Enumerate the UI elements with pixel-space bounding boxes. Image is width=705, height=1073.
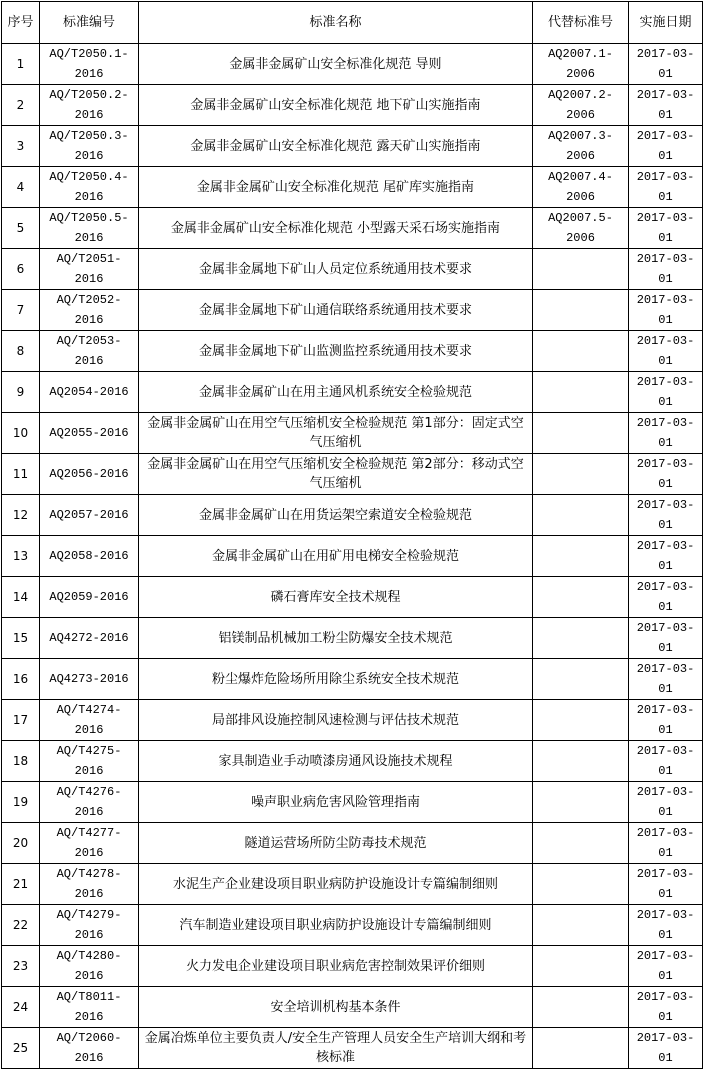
table-row — [2, 331, 703, 372]
standard-name: 铝镁制品机械加工粉尘防爆安全技术规范 — [139, 618, 533, 659]
header-row — [2, 2, 703, 44]
effective-date: 2017-03-01 — [629, 413, 703, 454]
standard-name: 局部排风设施控制风速检测与评估技术规范 — [139, 700, 533, 741]
row-number: 19 — [2, 782, 40, 823]
standard-name: 金属非金属地下矿山人员定位系统通用技术要求 — [139, 249, 533, 290]
table-row — [2, 85, 703, 126]
table-row — [2, 167, 703, 208]
replaced-standard — [533, 741, 629, 782]
standard-name: 金属非金属矿山在用空气压缩机安全检验规范 第2部分：移动式空气压缩机 — [139, 454, 533, 495]
effective-date: 2017-03-01 — [629, 44, 703, 85]
standard-name: 金属非金属矿山在用主通风机系统安全检验规范 — [139, 372, 533, 413]
header-no: 序号 — [2, 2, 40, 44]
row-number: 22 — [2, 905, 40, 946]
table-row — [2, 987, 703, 1028]
header-name: 标准名称 — [139, 2, 533, 44]
table-row — [2, 208, 703, 249]
effective-date: 2017-03-01 — [629, 331, 703, 372]
row-number: 12 — [2, 495, 40, 536]
standard-name: 金属非金属地下矿山监测监控系统通用技术要求 — [139, 331, 533, 372]
effective-date: 2017-03-01 — [629, 577, 703, 618]
standard-code: AQ/T4277-2016 — [40, 823, 139, 864]
replaced-standard — [533, 864, 629, 905]
standard-code: AQ2058-2016 — [40, 536, 139, 577]
table-row — [2, 700, 703, 741]
effective-date: 2017-03-01 — [629, 782, 703, 823]
standard-name: 金属非金属矿山安全标准化规范 露天矿山实施指南 — [139, 126, 533, 167]
replaced-standard — [533, 290, 629, 331]
standard-name: 金属非金属矿山安全标准化规范 小型露天采石场实施指南 — [139, 208, 533, 249]
replaced-standard: AQ2007.2-2006 — [533, 85, 629, 126]
row-number: 23 — [2, 946, 40, 987]
table-row — [2, 290, 703, 331]
standard-code: AQ2055-2016 — [40, 413, 139, 454]
replaced-standard — [533, 577, 629, 618]
row-number: 11 — [2, 454, 40, 495]
standard-name: 水泥生产企业建设项目职业病防护设施设计专篇编制细则 — [139, 864, 533, 905]
standard-name: 金属冶炼单位主要负责人/安全生产管理人员安全生产培训大纲和考核标准 — [139, 1028, 533, 1069]
row-number: 8 — [2, 331, 40, 372]
standard-code: AQ2054-2016 — [40, 372, 139, 413]
replaced-standard — [533, 905, 629, 946]
standard-name: 噪声职业病危害风险管理指南 — [139, 782, 533, 823]
table-row — [2, 372, 703, 413]
replaced-standard — [533, 618, 629, 659]
replaced-standard: AQ2007.5-2006 — [533, 208, 629, 249]
standard-code: AQ/T4279-2016 — [40, 905, 139, 946]
replaced-standard — [533, 495, 629, 536]
effective-date: 2017-03-01 — [629, 741, 703, 782]
effective-date: 2017-03-01 — [629, 700, 703, 741]
standard-code: AQ4273-2016 — [40, 659, 139, 700]
standard-code: AQ/T4275-2016 — [40, 741, 139, 782]
replaced-standard — [533, 700, 629, 741]
effective-date: 2017-03-01 — [629, 987, 703, 1028]
effective-date: 2017-03-01 — [629, 618, 703, 659]
effective-date: 2017-03-01 — [629, 864, 703, 905]
table-row — [2, 495, 703, 536]
table-row — [2, 413, 703, 454]
row-number: 5 — [2, 208, 40, 249]
table-row — [2, 618, 703, 659]
standard-code: AQ4272-2016 — [40, 618, 139, 659]
standards-table — [1, 1, 703, 1069]
row-number: 24 — [2, 987, 40, 1028]
standard-code: AQ2059-2016 — [40, 577, 139, 618]
effective-date: 2017-03-01 — [629, 905, 703, 946]
standard-code: AQ/T2050.5-2016 — [40, 208, 139, 249]
replaced-standard — [533, 413, 629, 454]
replaced-standard — [533, 987, 629, 1028]
table-row — [2, 659, 703, 700]
replaced-standard — [533, 946, 629, 987]
row-number: 16 — [2, 659, 40, 700]
replaced-standard: AQ2007.3-2006 — [533, 126, 629, 167]
effective-date: 2017-03-01 — [629, 372, 703, 413]
row-number: 2 — [2, 85, 40, 126]
table-row — [2, 44, 703, 85]
row-number: 17 — [2, 700, 40, 741]
replaced-standard: AQ2007.4-2006 — [533, 167, 629, 208]
replaced-standard — [533, 331, 629, 372]
header-code: 标准编号 — [40, 2, 139, 44]
effective-date: 2017-03-01 — [629, 659, 703, 700]
standard-code: AQ/T2050.4-2016 — [40, 167, 139, 208]
standard-name: 金属非金属矿山在用货运架空索道安全检验规范 — [139, 495, 533, 536]
standard-name: 金属非金属矿山安全标准化规范 尾矿库实施指南 — [139, 167, 533, 208]
row-number: 18 — [2, 741, 40, 782]
table-row — [2, 1028, 703, 1069]
table-row — [2, 536, 703, 577]
standard-name: 金属非金属矿山安全标准化规范 地下矿山实施指南 — [139, 85, 533, 126]
standard-code: AQ2057-2016 — [40, 495, 139, 536]
effective-date: 2017-03-01 — [629, 249, 703, 290]
standard-code: AQ/T4278-2016 — [40, 864, 139, 905]
effective-date: 2017-03-01 — [629, 126, 703, 167]
standard-name: 金属非金属矿山在用空气压缩机安全检验规范 第1部分：固定式空气压缩机 — [139, 413, 533, 454]
standard-code: AQ/T2051-2016 — [40, 249, 139, 290]
standard-code: AQ/T4276-2016 — [40, 782, 139, 823]
row-number: 4 — [2, 167, 40, 208]
row-number: 25 — [2, 1028, 40, 1069]
standard-code: AQ/T2050.3-2016 — [40, 126, 139, 167]
table-row — [2, 905, 703, 946]
effective-date: 2017-03-01 — [629, 85, 703, 126]
table-row — [2, 126, 703, 167]
header-replaces: 代替标准号 — [533, 2, 629, 44]
standard-code: AQ/T2053-2016 — [40, 331, 139, 372]
table-row — [2, 741, 703, 782]
table-row — [2, 946, 703, 987]
replaced-standard — [533, 372, 629, 413]
standard-name: 金属非金属地下矿山通信联络系统通用技术要求 — [139, 290, 533, 331]
effective-date: 2017-03-01 — [629, 823, 703, 864]
standard-code: AQ/T4274-2016 — [40, 700, 139, 741]
replaced-standard — [533, 823, 629, 864]
standard-code: AQ/T2050.1-2016 — [40, 44, 139, 85]
effective-date: 2017-03-01 — [629, 536, 703, 577]
row-number: 21 — [2, 864, 40, 905]
table-row — [2, 577, 703, 618]
effective-date: 2017-03-01 — [629, 495, 703, 536]
standard-code: AQ/T8011-2016 — [40, 987, 139, 1028]
effective-date: 2017-03-01 — [629, 208, 703, 249]
replaced-standard — [533, 249, 629, 290]
row-number: 14 — [2, 577, 40, 618]
replaced-standard — [533, 782, 629, 823]
row-number: 15 — [2, 618, 40, 659]
standard-code: AQ/T2052-2016 — [40, 290, 139, 331]
standard-name: 磷石膏库安全技术规程 — [139, 577, 533, 618]
row-number: 9 — [2, 372, 40, 413]
effective-date: 2017-03-01 — [629, 1028, 703, 1069]
replaced-standard — [533, 454, 629, 495]
standard-name: 粉尘爆炸危险场所用除尘系统安全技术规范 — [139, 659, 533, 700]
header-date: 实施日期 — [629, 2, 703, 44]
standard-code: AQ/T2050.2-2016 — [40, 85, 139, 126]
effective-date: 2017-03-01 — [629, 454, 703, 495]
row-number: 3 — [2, 126, 40, 167]
row-number: 20 — [2, 823, 40, 864]
standard-name: 火力发电企业建设项目职业病危害控制效果评价细则 — [139, 946, 533, 987]
effective-date: 2017-03-01 — [629, 167, 703, 208]
row-number: 6 — [2, 249, 40, 290]
standard-name: 金属非金属矿山在用矿用电梯安全检验规范 — [139, 536, 533, 577]
standard-name: 隧道运营场所防尘防毒技术规范 — [139, 823, 533, 864]
row-number: 10 — [2, 413, 40, 454]
effective-date: 2017-03-01 — [629, 946, 703, 987]
row-number: 13 — [2, 536, 40, 577]
replaced-standard — [533, 536, 629, 577]
standard-name: 金属非金属矿山安全标准化规范 导则 — [139, 44, 533, 85]
row-number: 1 — [2, 44, 40, 85]
table-row — [2, 249, 703, 290]
row-number: 7 — [2, 290, 40, 331]
effective-date: 2017-03-01 — [629, 290, 703, 331]
standard-name: 安全培训机构基本条件 — [139, 987, 533, 1028]
standard-code: AQ/T4280-2016 — [40, 946, 139, 987]
standard-code: AQ/T2060-2016 — [40, 1028, 139, 1069]
standard-code: AQ2056-2016 — [40, 454, 139, 495]
standard-name: 家具制造业手动喷漆房通风设施技术规程 — [139, 741, 533, 782]
replaced-standard: AQ2007.1-2006 — [533, 44, 629, 85]
table-row — [2, 823, 703, 864]
replaced-standard — [533, 1028, 629, 1069]
replaced-standard — [533, 659, 629, 700]
table-row — [2, 782, 703, 823]
standard-name: 汽车制造业建设项目职业病防护设施设计专篇编制细则 — [139, 905, 533, 946]
table-row — [2, 454, 703, 495]
table-row — [2, 864, 703, 905]
